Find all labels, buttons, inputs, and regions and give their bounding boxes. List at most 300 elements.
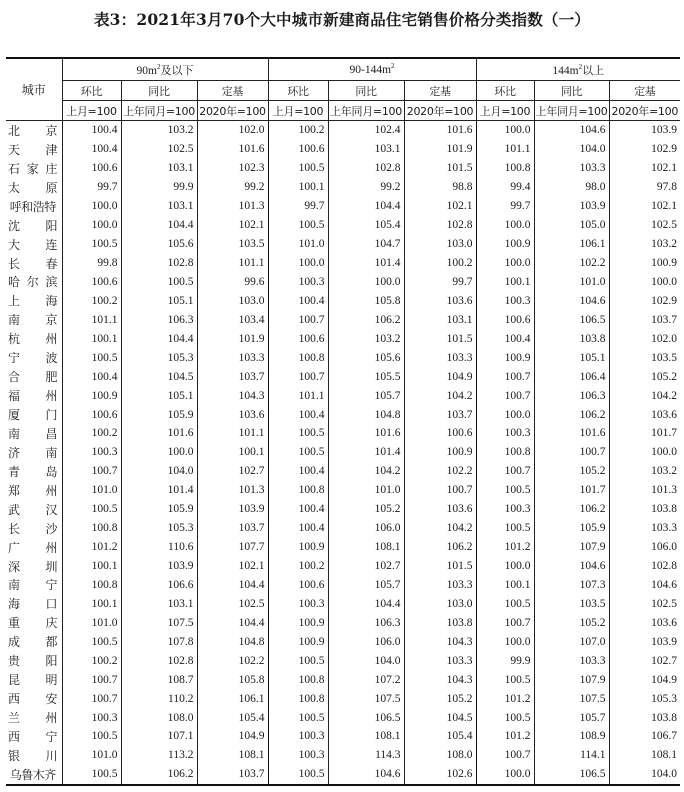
- index-value-huanbi: 100.7: [268, 367, 328, 386]
- table-row: [6, 140, 680, 159]
- index-value-huanbi: 101.0: [62, 746, 121, 765]
- index-value-dingji: 103.3: [609, 519, 680, 538]
- city-name: 厦 门: [6, 405, 62, 424]
- index-value-tongbi: 105.1: [121, 291, 197, 310]
- index-value-tongbi: 103.1: [328, 140, 404, 159]
- table-row: [6, 405, 680, 424]
- index-value-tongbi: 105.0: [534, 216, 609, 235]
- index-value-huanbi: 100.3: [268, 727, 328, 746]
- index-value-dingji: 105.2: [609, 367, 680, 386]
- city-name: 青 岛: [6, 462, 62, 481]
- index-value-dingji: 106.1: [197, 689, 268, 708]
- index-value-tongbi: 103.5: [534, 594, 609, 613]
- index-value-tongbi: 101.4: [121, 481, 197, 500]
- index-value-huanbi: 100.5: [268, 765, 328, 785]
- index-value-dingji: 102.1: [404, 197, 476, 216]
- index-value-huanbi: 100.8: [62, 576, 121, 595]
- index-value-dingji: 102.3: [197, 159, 268, 178]
- index-value-huanbi: 100.5: [268, 651, 328, 670]
- index-value-tongbi: 103.1: [121, 594, 197, 613]
- index-value-dingji: 106.0: [609, 538, 680, 557]
- table-row: [6, 254, 680, 273]
- index-value-tongbi: 104.0: [534, 140, 609, 159]
- index-value-dingji: 101.9: [404, 140, 476, 159]
- index-value-tongbi: 106.3: [121, 310, 197, 329]
- index-value-dingji: 103.4: [197, 310, 268, 329]
- index-value-huanbi: 100.5: [476, 708, 534, 727]
- index-value-dingji: 99.6: [197, 273, 268, 292]
- index-value-tongbi: 104.7: [328, 235, 404, 254]
- index-value-dingji: 108.1: [609, 746, 680, 765]
- index-value-tongbi: 107.8: [121, 632, 197, 651]
- index-value-tongbi: 105.7: [328, 576, 404, 595]
- index-value-tongbi: 105.3: [121, 519, 197, 538]
- index-value-huanbi: 100.6: [268, 140, 328, 159]
- index-value-tongbi: 104.5: [121, 367, 197, 386]
- table-row: [6, 197, 680, 216]
- index-value-dingji: 105.3: [609, 689, 680, 708]
- index-value-tongbi: 100.5: [121, 273, 197, 292]
- index-value-dingji: 103.6: [404, 500, 476, 519]
- index-value-tongbi: 103.3: [534, 651, 609, 670]
- index-value-huanbi: 100.8: [476, 159, 534, 178]
- index-value-dingji: 103.8: [609, 708, 680, 727]
- table-row: [6, 727, 680, 746]
- index-value-dingji: 105.4: [197, 708, 268, 727]
- index-value-huanbi: 100.1: [476, 273, 534, 292]
- city-name: 乌鲁木齐: [6, 765, 62, 785]
- index-value-dingji: 104.8: [197, 632, 268, 651]
- index-value-tongbi: 103.9: [121, 557, 197, 576]
- index-value-huanbi: 100.2: [268, 121, 328, 140]
- index-value-dingji: 102.5: [609, 216, 680, 235]
- index-value-huanbi: 100.3: [476, 424, 534, 443]
- index-value-dingji: 102.8: [609, 557, 680, 576]
- index-value-tongbi: 108.0: [121, 708, 197, 727]
- table-row: [6, 708, 680, 727]
- index-value-tongbi: 107.2: [328, 670, 404, 689]
- index-value-dingji: 100.1: [197, 443, 268, 462]
- index-value-dingji: 102.8: [404, 216, 476, 235]
- city-name: 大 连: [6, 235, 62, 254]
- metric-header-row: [6, 81, 680, 101]
- index-value-huanbi: 100.5: [476, 481, 534, 500]
- table-row: [6, 329, 680, 348]
- base-header-row: [6, 101, 680, 121]
- city-name: 南 昌: [6, 424, 62, 443]
- index-value-dingji: 103.7: [197, 519, 268, 538]
- index-value-huanbi: 100.0: [268, 254, 328, 273]
- index-value-huanbi: 100.8: [268, 481, 328, 500]
- index-value-tongbi: 106.0: [328, 519, 404, 538]
- metric-header-huanbi: 环比: [268, 81, 328, 101]
- table-row: [6, 538, 680, 557]
- city-name: 深 圳: [6, 557, 62, 576]
- index-value-huanbi: 100.1: [62, 594, 121, 613]
- metric-header-dingji: 定基: [197, 81, 268, 101]
- index-value-huanbi: 100.7: [62, 462, 121, 481]
- table-title: 表3：2021年3月70个大中城市新建商品住宅销售价格分类指数（一）: [93, 10, 591, 29]
- index-value-tongbi: 100.0: [121, 443, 197, 462]
- index-value-huanbi: 100.9: [268, 538, 328, 557]
- index-value-dingji: 103.9: [609, 121, 680, 140]
- index-value-tongbi: 107.5: [534, 689, 609, 708]
- city-name: 济 南: [6, 443, 62, 462]
- index-value-tongbi: 105.4: [328, 216, 404, 235]
- table-row: [6, 348, 680, 367]
- base-header-tongbi: 上年同月=100: [534, 101, 609, 121]
- index-value-tongbi: 108.7: [121, 670, 197, 689]
- index-value-tongbi: 101.6: [534, 424, 609, 443]
- index-value-dingji: 100.9: [404, 443, 476, 462]
- index-value-tongbi: 102.2: [534, 254, 609, 273]
- index-value-dingji: 104.5: [404, 708, 476, 727]
- city-name: 南 京: [6, 310, 62, 329]
- index-value-tongbi: 102.8: [328, 159, 404, 178]
- index-value-tongbi: 104.6: [534, 291, 609, 310]
- index-value-huanbi: 101.1: [268, 386, 328, 405]
- index-value-tongbi: 106.6: [121, 576, 197, 595]
- city-name: 长 沙: [6, 519, 62, 538]
- group-label-suffix: 以上: [582, 63, 605, 77]
- table-row: [6, 689, 680, 708]
- group-label-suffix: 及以下: [160, 63, 194, 77]
- index-value-huanbi: 100.5: [268, 216, 328, 235]
- index-value-huanbi: 100.9: [268, 632, 328, 651]
- metric-header-tongbi: 同比: [534, 81, 609, 101]
- index-value-tongbi: 106.5: [328, 708, 404, 727]
- index-value-tongbi: 105.8: [328, 291, 404, 310]
- index-value-dingji: 102.7: [609, 651, 680, 670]
- index-value-tongbi: 101.6: [328, 424, 404, 443]
- index-value-tongbi: 106.3: [328, 613, 404, 632]
- index-value-huanbi: 100.3: [62, 443, 121, 462]
- index-value-dingji: 103.8: [404, 613, 476, 632]
- table-row: [6, 576, 680, 595]
- city-name: 福 州: [6, 386, 62, 405]
- index-value-tongbi: 100.7: [534, 443, 609, 462]
- index-value-tongbi: 106.5: [534, 765, 609, 785]
- city-name: 海 口: [6, 594, 62, 613]
- index-value-dingji: 100.9: [609, 254, 680, 273]
- index-value-huanbi: 99.9: [476, 651, 534, 670]
- index-value-huanbi: 100.2: [62, 651, 121, 670]
- index-value-tongbi: 114.3: [328, 746, 404, 765]
- index-value-dingji: 106.2: [404, 538, 476, 557]
- table-row: [6, 519, 680, 538]
- index-value-dingji: 108.0: [404, 746, 476, 765]
- index-value-dingji: 103.3: [404, 576, 476, 595]
- index-value-huanbi: 100.8: [268, 670, 328, 689]
- index-value-huanbi: 100.8: [62, 519, 121, 538]
- index-value-dingji: 104.3: [197, 386, 268, 405]
- index-value-huanbi: 100.4: [62, 140, 121, 159]
- index-value-huanbi: 100.5: [62, 500, 121, 519]
- table-row: [6, 235, 680, 254]
- index-value-huanbi: 100.0: [476, 121, 534, 140]
- index-value-tongbi: 101.4: [328, 443, 404, 462]
- table-row: [6, 121, 680, 140]
- index-value-tongbi: 105.2: [328, 500, 404, 519]
- index-value-tongbi: 105.7: [534, 708, 609, 727]
- city-name: 天 津: [6, 140, 62, 159]
- city-name: 太 原: [6, 178, 62, 197]
- index-value-huanbi: 99.7: [476, 197, 534, 216]
- table-row: [6, 424, 680, 443]
- index-value-tongbi: 103.3: [534, 159, 609, 178]
- index-value-tongbi: 105.9: [534, 519, 609, 538]
- index-value-dingji: 105.2: [404, 689, 476, 708]
- index-value-tongbi: 104.4: [121, 216, 197, 235]
- index-value-dingji: 103.7: [404, 405, 476, 424]
- table-row: [6, 613, 680, 632]
- index-value-dingji: 100.0: [609, 273, 680, 292]
- index-value-tongbi: 106.2: [534, 405, 609, 424]
- index-value-huanbi: 100.6: [62, 405, 121, 424]
- index-value-tongbi: 107.3: [534, 576, 609, 595]
- index-value-dingji: 104.4: [197, 576, 268, 595]
- index-value-dingji: 102.0: [609, 329, 680, 348]
- index-value-dingji: 102.1: [609, 197, 680, 216]
- index-value-dingji: 105.4: [404, 727, 476, 746]
- index-value-dingji: 104.2: [404, 519, 476, 538]
- index-value-huanbi: 100.5: [268, 443, 328, 462]
- index-value-huanbi: 100.4: [268, 291, 328, 310]
- index-value-huanbi: 99.4: [476, 178, 534, 197]
- index-value-huanbi: 100.6: [62, 159, 121, 178]
- metric-header-tongbi: 同比: [121, 81, 197, 101]
- table-row: [6, 216, 680, 235]
- index-value-tongbi: 102.8: [121, 651, 197, 670]
- index-value-dingji: 103.7: [609, 310, 680, 329]
- index-value-dingji: 101.3: [609, 481, 680, 500]
- table-row: [6, 670, 680, 689]
- index-value-tongbi: 108.9: [534, 727, 609, 746]
- index-value-huanbi: 100.9: [268, 613, 328, 632]
- index-value-tongbi: 104.4: [328, 594, 404, 613]
- index-value-tongbi: 106.3: [534, 386, 609, 405]
- index-value-dingji: 102.6: [404, 765, 476, 785]
- index-value-dingji: 103.6: [197, 405, 268, 424]
- superscript: 2: [156, 62, 161, 71]
- table-row: [6, 594, 680, 613]
- index-value-dingji: 103.0: [404, 594, 476, 613]
- index-value-dingji: 106.7: [609, 727, 680, 746]
- index-value-huanbi: 100.4: [62, 121, 121, 140]
- index-value-dingji: 103.7: [197, 765, 268, 785]
- city-name: 长 春: [6, 254, 62, 273]
- table-row: [6, 462, 680, 481]
- city-name: 杭 州: [6, 329, 62, 348]
- base-header-dingji: 2020年=100: [404, 101, 476, 121]
- price-index-table: [6, 57, 680, 786]
- index-value-dingji: 102.7: [197, 462, 268, 481]
- index-value-huanbi: 99.8: [62, 254, 121, 273]
- index-value-dingji: 101.1: [197, 424, 268, 443]
- base-header-huanbi: 上月=100: [268, 101, 328, 121]
- index-value-huanbi: 100.5: [62, 765, 121, 785]
- index-value-dingji: 102.1: [197, 216, 268, 235]
- base-header-dingji: 2020年=100: [197, 101, 268, 121]
- index-value-tongbi: 110.6: [121, 538, 197, 557]
- table-row: [6, 557, 680, 576]
- index-value-huanbi: 100.9: [476, 235, 534, 254]
- index-value-dingji: 103.6: [404, 291, 476, 310]
- index-value-dingji: 102.5: [197, 594, 268, 613]
- index-value-tongbi: 110.2: [121, 689, 197, 708]
- index-value-huanbi: 99.7: [268, 197, 328, 216]
- index-value-huanbi: 100.3: [268, 594, 328, 613]
- index-value-dingji: 103.3: [404, 348, 476, 367]
- index-value-huanbi: 100.0: [476, 216, 534, 235]
- index-value-tongbi: 105.7: [328, 386, 404, 405]
- index-value-huanbi: 101.0: [62, 613, 121, 632]
- index-value-huanbi: 101.1: [62, 310, 121, 329]
- metric-header-huanbi: 环比: [62, 81, 121, 101]
- index-value-dingji: 101.1: [197, 254, 268, 273]
- base-header-dingji: 2020年=100: [609, 101, 680, 121]
- index-value-huanbi: 100.5: [62, 727, 121, 746]
- index-value-tongbi: 99.2: [328, 178, 404, 197]
- index-value-tongbi: 104.0: [121, 462, 197, 481]
- index-value-huanbi: 100.0: [476, 632, 534, 651]
- index-value-dingji: 101.6: [197, 140, 268, 159]
- index-value-tongbi: 108.1: [328, 538, 404, 557]
- city-name: 西 安: [6, 689, 62, 708]
- table-body: [6, 121, 680, 785]
- index-value-tongbi: 105.6: [328, 348, 404, 367]
- table-row: [6, 765, 680, 785]
- index-value-dingji: 103.2: [609, 235, 680, 254]
- index-value-tongbi: 106.2: [121, 765, 197, 785]
- index-value-tongbi: 105.5: [328, 367, 404, 386]
- index-value-dingji: 101.9: [197, 329, 268, 348]
- index-value-huanbi: 101.2: [476, 689, 534, 708]
- index-value-dingji: 99.7: [404, 273, 476, 292]
- index-value-tongbi: 99.9: [121, 178, 197, 197]
- index-value-huanbi: 100.4: [268, 405, 328, 424]
- city-name: 广 州: [6, 538, 62, 557]
- metric-header-dingji: 定基: [404, 81, 476, 101]
- index-value-tongbi: 104.4: [121, 329, 197, 348]
- index-value-tongbi: 103.1: [121, 159, 197, 178]
- index-value-tongbi: 106.5: [534, 310, 609, 329]
- index-value-huanbi: 100.9: [62, 386, 121, 405]
- index-value-huanbi: 100.0: [62, 197, 121, 216]
- index-value-dingji: 101.5: [404, 557, 476, 576]
- city-name: 武 汉: [6, 500, 62, 519]
- city-name: 北 京: [6, 121, 62, 140]
- city-name: 上 海: [6, 291, 62, 310]
- index-value-huanbi: 99.7: [62, 178, 121, 197]
- metric-header-huanbi: 环比: [476, 81, 534, 101]
- city-name: 南 宁: [6, 576, 62, 595]
- city-name: 昆 明: [6, 670, 62, 689]
- index-value-tongbi: 102.4: [328, 121, 404, 140]
- index-value-dingji: 102.2: [197, 651, 268, 670]
- index-value-huanbi: 100.6: [268, 576, 328, 595]
- table-header: [6, 58, 680, 121]
- index-value-tongbi: 102.7: [328, 557, 404, 576]
- index-value-tongbi: 98.0: [534, 178, 609, 197]
- metric-header-dingji: 定基: [609, 81, 680, 101]
- index-value-huanbi: 100.7: [476, 462, 534, 481]
- index-value-tongbi: 106.0: [328, 632, 404, 651]
- index-value-huanbi: 100.6: [476, 310, 534, 329]
- index-value-dingji: 99.2: [197, 178, 268, 197]
- index-value-tongbi: 106.2: [534, 500, 609, 519]
- index-value-huanbi: 100.7: [62, 670, 121, 689]
- table-row: [6, 367, 680, 386]
- index-value-tongbi: 101.0: [328, 481, 404, 500]
- index-value-huanbi: 100.5: [268, 424, 328, 443]
- index-value-huanbi: 100.4: [476, 329, 534, 348]
- index-value-tongbi: 107.0: [534, 632, 609, 651]
- index-value-dingji: 100.7: [404, 481, 476, 500]
- index-value-dingji: 108.1: [197, 746, 268, 765]
- table-row: [6, 651, 680, 670]
- index-value-dingji: 104.3: [404, 632, 476, 651]
- index-value-tongbi: 102.5: [121, 140, 197, 159]
- table-row: [6, 481, 680, 500]
- base-header-tongbi: 上年同月=100: [328, 101, 404, 121]
- index-value-dingji: 104.3: [404, 670, 476, 689]
- index-value-tongbi: 105.6: [121, 235, 197, 254]
- index-value-dingji: 105.8: [197, 670, 268, 689]
- index-value-tongbi: 106.1: [534, 235, 609, 254]
- city-name: 重 庆: [6, 613, 62, 632]
- index-value-tongbi: 107.9: [534, 670, 609, 689]
- index-value-huanbi: 100.0: [62, 216, 121, 235]
- index-value-dingji: 103.6: [609, 405, 680, 424]
- city-name: 西 宁: [6, 727, 62, 746]
- city-name: 贵 阳: [6, 651, 62, 670]
- city-name: 石家庄: [6, 159, 62, 178]
- index-value-dingji: 101.3: [197, 481, 268, 500]
- index-value-huanbi: 100.7: [268, 310, 328, 329]
- index-value-huanbi: 100.2: [268, 557, 328, 576]
- table-row: [6, 159, 680, 178]
- index-value-huanbi: 100.0: [476, 765, 534, 785]
- index-value-huanbi: 100.5: [476, 670, 534, 689]
- index-value-huanbi: 100.5: [62, 632, 121, 651]
- group-label: 90m: [136, 64, 157, 77]
- index-value-dingji: 98.8: [404, 178, 476, 197]
- index-value-huanbi: 100.1: [62, 557, 121, 576]
- index-value-huanbi: 100.5: [62, 235, 121, 254]
- index-value-dingji: 103.3: [197, 348, 268, 367]
- city-name: 银 川: [6, 746, 62, 765]
- index-value-huanbi: 100.6: [268, 329, 328, 348]
- index-value-dingji: 104.2: [404, 386, 476, 405]
- index-value-dingji: 104.2: [609, 386, 680, 405]
- city-name: 郑 州: [6, 481, 62, 500]
- index-value-dingji: 103.9: [609, 632, 680, 651]
- index-value-tongbi: 103.2: [328, 329, 404, 348]
- index-value-huanbi: 100.9: [476, 348, 534, 367]
- index-value-huanbi: 100.3: [62, 708, 121, 727]
- city-name: 合 肥: [6, 367, 62, 386]
- superscript: 2: [578, 62, 583, 71]
- index-value-dingji: 101.6: [404, 121, 476, 140]
- index-value-huanbi: 100.4: [268, 462, 328, 481]
- superscript: 2: [391, 61, 395, 70]
- index-value-tongbi: 101.7: [534, 481, 609, 500]
- index-value-huanbi: 100.2: [62, 291, 121, 310]
- index-value-tongbi: 104.2: [328, 462, 404, 481]
- index-value-huanbi: 100.6: [62, 273, 121, 292]
- metric-header-tongbi: 同比: [328, 81, 404, 101]
